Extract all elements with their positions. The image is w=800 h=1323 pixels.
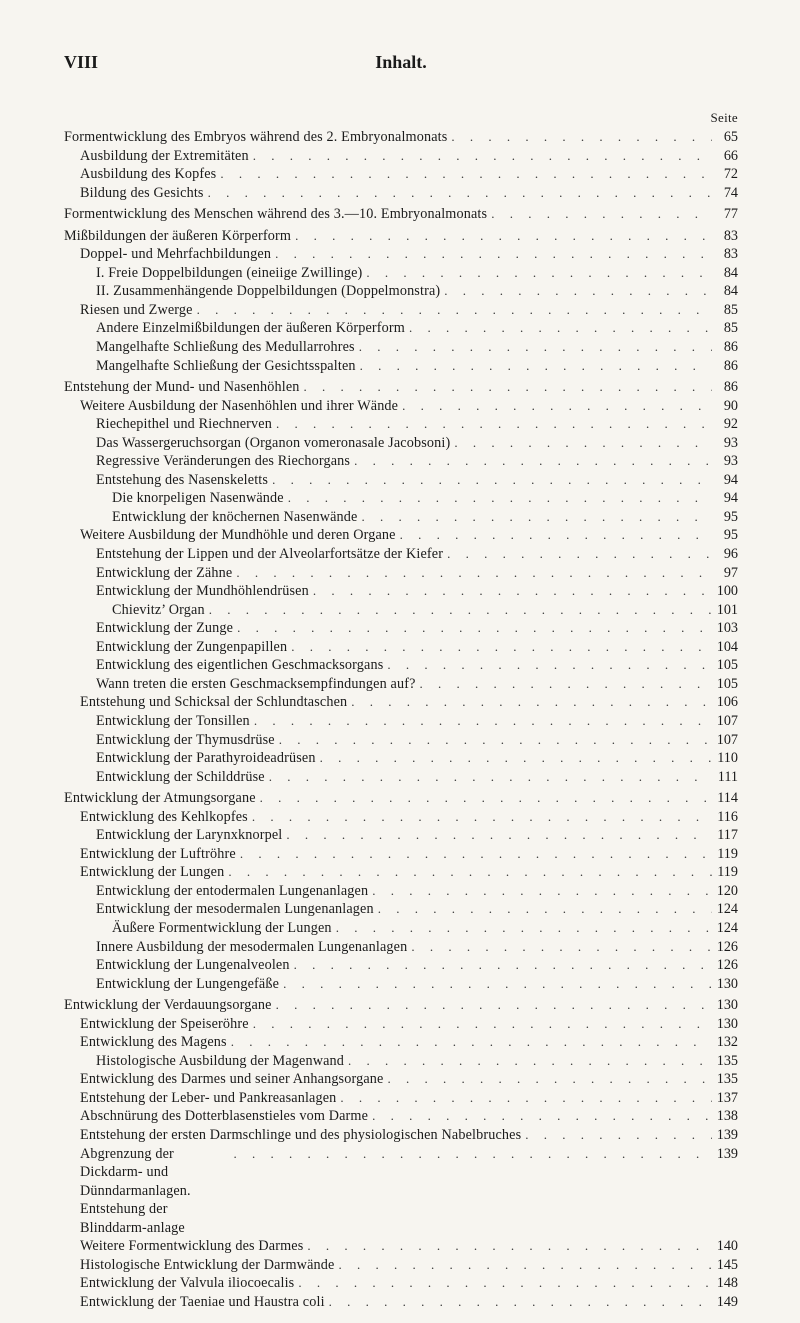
toc-entry-title: Entwicklung der Valvula iliocoecalis bbox=[80, 1275, 295, 1292]
toc-entry[interactable] bbox=[64, 1145, 738, 1238]
toc-entry-title: Mangelhafte Schließung der Gesichtsspalten bbox=[96, 357, 356, 374]
toc-entry[interactable] bbox=[64, 731, 738, 750]
toc-entry-page: 145 bbox=[716, 1256, 738, 1273]
dot-leader bbox=[288, 489, 712, 508]
toc-entry-title: Entwicklung der knöchernen Nasenwände bbox=[112, 508, 358, 525]
toc-entry-page: 135 bbox=[716, 1052, 738, 1069]
toc-entry[interactable] bbox=[64, 656, 738, 675]
dot-leader bbox=[409, 319, 712, 338]
toc-entry-page: 132 bbox=[716, 1034, 738, 1051]
toc-entry-title: Mißbildungen der äußeren Körperform bbox=[64, 227, 292, 244]
dot-leader bbox=[366, 264, 712, 283]
toc-entry-page: 95 bbox=[723, 527, 738, 544]
toc-entry-page: 124 bbox=[716, 901, 738, 918]
dot-leader bbox=[400, 526, 712, 545]
toc-entry-page: 86 bbox=[723, 379, 738, 396]
dot-leader bbox=[253, 147, 712, 166]
dot-leader bbox=[447, 545, 712, 564]
toc-entry-title: Entstehung der Lippen und der Alveolarfortsätze der Kiefer bbox=[96, 546, 444, 563]
toc-entry[interactable] bbox=[64, 415, 738, 434]
toc-entry-title: Die knorpeligen Nasenwände bbox=[112, 490, 284, 507]
dot-leader bbox=[320, 749, 712, 768]
toc-entry-page: 117 bbox=[717, 827, 738, 844]
toc-entry-page: 74 bbox=[723, 184, 738, 201]
toc-entry[interactable] bbox=[64, 282, 738, 301]
toc-entry[interactable] bbox=[64, 693, 738, 712]
toc-entry-title: Mangelhafte Schließung des Medullarrohres bbox=[96, 339, 355, 356]
toc-entry-page: 107 bbox=[716, 731, 738, 748]
toc-entry-title: Entstehung des Nasenskeletts bbox=[96, 471, 269, 488]
toc-entry-title: Histologische Entwicklung der Darmwände bbox=[80, 1256, 335, 1273]
toc-entry[interactable] bbox=[64, 826, 738, 845]
toc-entry-page: 105 bbox=[716, 675, 738, 692]
toc-entry-title: Entwicklung der mesodermalen Lungenanlagen bbox=[96, 901, 374, 918]
toc-entry-page: 66 bbox=[723, 147, 738, 164]
toc-entry-page: 111 bbox=[717, 768, 738, 785]
toc-entry-page: 106 bbox=[716, 694, 738, 711]
dot-leader bbox=[294, 956, 712, 975]
toc-entry-title: Formentwicklung des Menschen während des 3.—10. Embryonalmonats bbox=[64, 206, 488, 223]
toc-entry-page: 72 bbox=[723, 166, 738, 183]
dot-leader bbox=[269, 768, 712, 787]
dot-leader bbox=[234, 1145, 712, 1164]
toc-entry-title: Andere Einzelmißbildungen der äußeren Körperform bbox=[96, 320, 405, 337]
toc-entry[interactable] bbox=[64, 1256, 738, 1275]
page-number: VIII bbox=[64, 52, 99, 72]
toc-entry[interactable] bbox=[64, 1033, 738, 1052]
toc-entry[interactable] bbox=[64, 1274, 738, 1293]
dot-leader bbox=[295, 227, 712, 246]
dot-leader bbox=[378, 900, 712, 919]
toc-entry-title: Abschnürung des Dotterblasenstieles vom Darme bbox=[80, 1108, 369, 1125]
toc-entry-page: 137 bbox=[716, 1089, 738, 1106]
dot-leader bbox=[525, 1126, 712, 1145]
toc-entry[interactable] bbox=[64, 1070, 738, 1089]
toc-entry-title: Innere Ausbildung der mesodermalen Lungenanlagen bbox=[96, 938, 408, 955]
dot-leader bbox=[275, 245, 712, 264]
toc-entry-title: Doppel- und Mehrfachbildungen bbox=[80, 246, 272, 263]
toc-entry[interactable] bbox=[64, 996, 738, 1015]
toc-entry[interactable] bbox=[64, 319, 738, 338]
toc-entry[interactable] bbox=[64, 471, 738, 490]
toc-entry[interactable] bbox=[64, 845, 738, 864]
toc-entry-title: Entwicklung der Thymusdrüse bbox=[96, 731, 275, 748]
toc-entry-page: 65 bbox=[723, 129, 738, 145]
toc-entry-page: 93 bbox=[723, 434, 738, 451]
toc-entry[interactable] bbox=[64, 147, 738, 166]
dot-leader bbox=[454, 434, 712, 453]
dot-leader bbox=[260, 789, 712, 808]
toc-entry[interactable] bbox=[64, 863, 738, 882]
toc-entry[interactable] bbox=[64, 245, 738, 264]
dot-leader bbox=[220, 165, 712, 184]
toc-entry[interactable] bbox=[64, 564, 738, 583]
toc-entry-title: Riesen und Zwerge bbox=[80, 301, 193, 318]
toc-entry-page: 85 bbox=[723, 320, 738, 337]
dot-leader bbox=[336, 919, 712, 938]
toc-entry-page: 105 bbox=[716, 657, 738, 674]
dot-leader bbox=[283, 975, 712, 994]
dot-leader bbox=[451, 128, 712, 147]
dot-leader bbox=[372, 1107, 712, 1126]
toc-entry-page: 94 bbox=[723, 490, 738, 507]
toc-entry[interactable] bbox=[64, 882, 738, 901]
toc-entry[interactable] bbox=[64, 434, 738, 453]
toc-entry-page: 124 bbox=[716, 919, 738, 936]
toc-entry-title: Entwicklung der Parathyroideadrüsen bbox=[96, 750, 316, 767]
toc-entry[interactable] bbox=[64, 1107, 738, 1126]
toc-entry[interactable] bbox=[64, 1237, 738, 1256]
toc-entry[interactable] bbox=[64, 1126, 738, 1145]
dot-leader bbox=[254, 712, 712, 731]
toc-entry-title: Formentwicklung des Embryos während des 2. Embryonalmonats bbox=[64, 129, 448, 145]
dot-leader bbox=[279, 731, 712, 750]
toc-entry[interactable] bbox=[64, 1293, 738, 1312]
dot-leader bbox=[360, 357, 712, 376]
dot-leader bbox=[237, 619, 712, 638]
toc-entry-title: Entwicklung des Kehlkopfes bbox=[80, 808, 248, 825]
dot-leader bbox=[340, 1089, 712, 1108]
toc-entry-title: Entwicklung des Darmes und seiner Anhangsorgane bbox=[80, 1071, 384, 1088]
toc-entry-title: Ausbildung des Kopfes bbox=[80, 166, 217, 183]
toc-entry-page: 139 bbox=[716, 1145, 738, 1162]
toc-entry-page: 126 bbox=[716, 957, 738, 974]
dot-leader bbox=[231, 1033, 712, 1052]
toc-entry-title: Bildung des Gesichts bbox=[80, 184, 204, 201]
toc-entry-page: 139 bbox=[716, 1126, 738, 1143]
toc-entry-title: Entwicklung der Atmungsorgane bbox=[64, 790, 256, 807]
toc-entry[interactable] bbox=[64, 956, 738, 975]
page-header bbox=[64, 52, 738, 80]
toc-entry[interactable] bbox=[64, 227, 738, 246]
toc-entry[interactable] bbox=[64, 205, 738, 224]
toc-entry-page: 97 bbox=[723, 564, 738, 581]
toc-entry[interactable] bbox=[64, 338, 738, 357]
dot-leader bbox=[253, 1015, 712, 1034]
toc-entry-page: 107 bbox=[716, 712, 738, 729]
toc-entry-title: Abgrenzung der Dickdarm- und Dünndarmanlagen. Entstehung der Blinddarm-anlage bbox=[80, 1145, 191, 1236]
toc-entry[interactable] bbox=[64, 378, 738, 397]
dot-leader bbox=[387, 1070, 712, 1089]
dot-leader bbox=[420, 675, 712, 694]
toc-entry[interactable] bbox=[64, 184, 738, 203]
toc-entry-page: 104 bbox=[716, 638, 738, 655]
toc-entry[interactable] bbox=[64, 1052, 738, 1071]
page-column-label: Seite bbox=[710, 110, 738, 125]
toc-entry-page: 86 bbox=[723, 339, 738, 356]
toc-entry[interactable] bbox=[64, 900, 738, 919]
toc-entry-title: Weitere Formentwicklung des Darmes bbox=[80, 1238, 304, 1255]
page-title: Inhalt. bbox=[375, 52, 427, 72]
dot-leader bbox=[491, 205, 712, 224]
toc-entry[interactable] bbox=[64, 128, 738, 147]
toc-entry-page: 77 bbox=[723, 206, 738, 223]
toc-entry[interactable] bbox=[64, 582, 738, 601]
toc-entry-title: Entwicklung der Lungenalveolen bbox=[96, 957, 290, 974]
toc-entry[interactable] bbox=[64, 357, 738, 376]
toc-entry-page: 130 bbox=[716, 997, 738, 1014]
toc-entry-page: 84 bbox=[723, 283, 738, 300]
toc-entry[interactable] bbox=[64, 749, 738, 768]
toc-entry-page: 130 bbox=[716, 1015, 738, 1032]
toc-entry-page: 126 bbox=[716, 938, 738, 955]
toc-entry-title: Entwicklung des Magens bbox=[80, 1034, 227, 1051]
toc-entry-page: 101 bbox=[716, 601, 738, 618]
toc-entry[interactable] bbox=[64, 545, 738, 564]
toc-entry-title: Entstehung der ersten Darmschlinge und des physiologischen Nabelbruches bbox=[80, 1126, 522, 1143]
toc-entry[interactable] bbox=[64, 508, 738, 527]
toc-entry-title: Entstehung der Leber- und Pankreasanlagen bbox=[80, 1089, 337, 1106]
toc-entry-title: Entwicklung der Luftröhre bbox=[80, 845, 236, 862]
toc-entry[interactable] bbox=[64, 301, 738, 320]
toc-entry[interactable] bbox=[64, 638, 738, 657]
dot-leader bbox=[411, 938, 712, 957]
table-of-contents bbox=[64, 128, 738, 1311]
toc-entry[interactable] bbox=[64, 712, 738, 731]
toc-entry[interactable] bbox=[64, 938, 738, 957]
toc-entry-title: Das Wassergeruchsorgan (Organon vomeronasale Jacobsoni) bbox=[96, 434, 451, 451]
toc-entry[interactable] bbox=[64, 675, 738, 694]
dot-leader bbox=[209, 601, 712, 620]
toc-entry-page: 84 bbox=[723, 264, 738, 281]
toc-entry-title: Entwicklung der Taeniae und Haustra coli bbox=[80, 1293, 325, 1310]
toc-entry[interactable] bbox=[64, 397, 738, 416]
dot-leader bbox=[276, 996, 712, 1015]
toc-entry-title: Weitere Ausbildung der Mundhöhle und deren Organe bbox=[80, 527, 396, 544]
dot-leader bbox=[402, 397, 712, 416]
toc-entry[interactable] bbox=[64, 808, 738, 827]
dot-leader bbox=[304, 378, 712, 397]
toc-entry-page: 94 bbox=[723, 471, 738, 488]
dot-leader bbox=[252, 808, 712, 827]
toc-entry-page: 114 bbox=[717, 790, 738, 807]
toc-entry-title: Entwicklung der Larynxknorpel bbox=[96, 827, 283, 844]
dot-leader bbox=[359, 338, 712, 357]
toc-entry-title: Entstehung der Mund- und Nasenhöhlen bbox=[64, 379, 300, 396]
toc-entry-page: 100 bbox=[716, 583, 738, 600]
toc-entry-page: 140 bbox=[716, 1238, 738, 1255]
toc-entry-page: 116 bbox=[717, 808, 738, 825]
dot-leader bbox=[272, 471, 712, 490]
toc-entry-title: Histologische Ausbildung der Magenwand bbox=[96, 1052, 345, 1069]
toc-entry-title: II. Zusammenhängende Doppelbildungen (Doppelmonstra) bbox=[96, 283, 441, 300]
toc-entry-title: Riechepithel und Riechnerven bbox=[96, 416, 272, 433]
toc-entry-page: 95 bbox=[723, 508, 738, 525]
toc-entry-page: 135 bbox=[716, 1071, 738, 1088]
toc-entry-title: Ausbildung der Extremitäten bbox=[80, 147, 249, 164]
toc-entry[interactable] bbox=[64, 452, 738, 471]
dot-leader bbox=[372, 882, 712, 901]
toc-entry-title: Entwicklung der Zunge bbox=[96, 620, 234, 637]
toc-entry-title: Entwicklung des eigentlichen Geschmacksorgans bbox=[96, 657, 384, 674]
dot-leader bbox=[307, 1237, 712, 1256]
toc-entry-page: 93 bbox=[723, 453, 738, 470]
toc-entry-page: 130 bbox=[716, 975, 738, 992]
toc-entry-title: Äußere Formentwicklung der Lungen bbox=[112, 919, 332, 936]
toc-entry-title: I. Freie Doppelbildungen (eineiige Zwillinge) bbox=[96, 264, 363, 281]
toc-entry-title: Chievitz’ Organ bbox=[112, 601, 205, 618]
toc-entry[interactable] bbox=[64, 489, 738, 508]
toc-entry[interactable] bbox=[64, 919, 738, 938]
dot-leader bbox=[348, 1052, 712, 1071]
dot-leader bbox=[286, 826, 712, 845]
toc-entry-title: Entwicklung der Zungenpapillen bbox=[96, 638, 288, 655]
toc-entry-page: 86 bbox=[723, 357, 738, 374]
dot-leader bbox=[208, 184, 712, 203]
toc-entry-title: Weitere Ausbildung der Nasenhöhlen und ihrer Wände bbox=[80, 397, 399, 414]
dot-leader bbox=[444, 282, 712, 301]
toc-entry-page: 120 bbox=[716, 882, 738, 899]
toc-entry[interactable] bbox=[64, 619, 738, 638]
toc-entry-page: 83 bbox=[723, 246, 738, 263]
toc-entry-page: 92 bbox=[723, 416, 738, 433]
toc-entry[interactable] bbox=[64, 526, 738, 545]
toc-entry-page: 149 bbox=[716, 1293, 738, 1310]
dot-leader bbox=[276, 415, 712, 434]
toc-entry[interactable] bbox=[64, 1015, 738, 1034]
toc-entry-title: Wann treten die ersten Geschmacksempfindungen auf? bbox=[96, 675, 416, 692]
toc-entry[interactable] bbox=[64, 975, 738, 994]
dot-leader bbox=[329, 1293, 712, 1312]
dot-leader bbox=[338, 1256, 712, 1275]
toc-entry-title: Entwicklung der Tonsillen bbox=[96, 712, 250, 729]
toc-entry-page: 96 bbox=[723, 546, 738, 563]
toc-entry-title: Entwicklung der Schilddrüse bbox=[96, 768, 265, 785]
toc-entry-page: 85 bbox=[723, 301, 738, 318]
dot-leader bbox=[313, 582, 712, 601]
toc-entry-page: 83 bbox=[723, 227, 738, 244]
dot-leader bbox=[291, 638, 712, 657]
toc-entry-page: 119 bbox=[717, 864, 738, 881]
dot-leader bbox=[298, 1274, 712, 1293]
dot-leader bbox=[197, 301, 712, 320]
dot-leader bbox=[236, 564, 712, 583]
dot-leader bbox=[240, 845, 712, 864]
toc-entry-page: 90 bbox=[723, 397, 738, 414]
toc-entry-title: Entwicklung der entodermalen Lungenanlagen bbox=[96, 882, 369, 899]
dot-leader bbox=[354, 452, 712, 471]
toc-entry[interactable] bbox=[64, 768, 738, 787]
toc-entry-title: Entwicklung der Lungen bbox=[80, 864, 225, 881]
toc-entry[interactable] bbox=[64, 1089, 738, 1108]
toc-entry-page: 138 bbox=[716, 1108, 738, 1125]
toc-entry-title: Entwicklung der Mundhöhlendrüsen bbox=[96, 583, 309, 600]
toc-entry-page: 119 bbox=[717, 845, 738, 862]
dot-leader bbox=[361, 508, 712, 527]
toc-entry[interactable] bbox=[64, 601, 738, 620]
toc-entry-title: Entwicklung der Speiseröhre bbox=[80, 1015, 249, 1032]
toc-entry-title: Entwicklung der Verdauungsorgane bbox=[64, 997, 272, 1014]
toc-entry[interactable] bbox=[64, 264, 738, 283]
toc-entry-page: 110 bbox=[717, 750, 738, 767]
toc-entry-title: Entwicklung der Lungengefäße bbox=[96, 975, 280, 992]
toc-entry-page: 103 bbox=[716, 620, 738, 637]
dot-leader bbox=[387, 656, 712, 675]
toc-entry[interactable] bbox=[64, 165, 738, 184]
toc-entry-title: Regressive Veränderungen des Riechorgans bbox=[96, 453, 351, 470]
dot-leader bbox=[228, 863, 712, 882]
toc-entry-page: 148 bbox=[716, 1275, 738, 1292]
toc-entry-title: Entstehung und Schicksal der Schlundtaschen bbox=[80, 694, 348, 711]
dot-leader bbox=[351, 693, 712, 712]
toc-entry[interactable] bbox=[64, 789, 738, 808]
toc-entry-title: Entwicklung der Zähne bbox=[96, 564, 233, 581]
